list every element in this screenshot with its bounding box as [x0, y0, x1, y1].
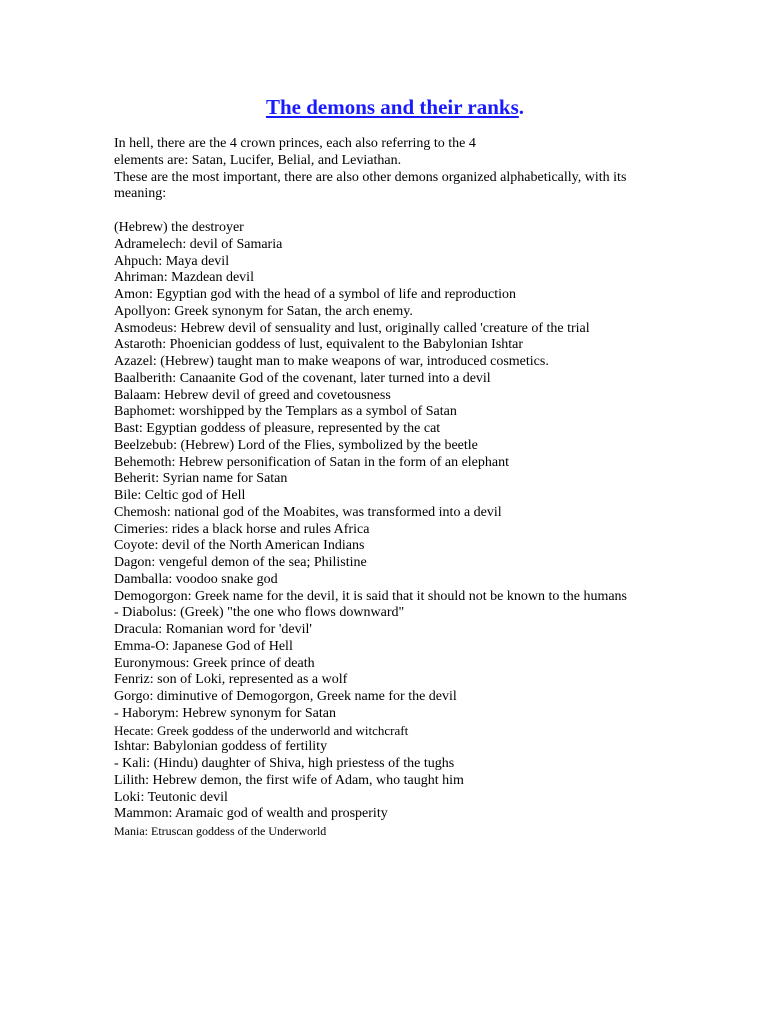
- intro-line-1: In hell, there are the 4 crown princes, each also referring to the 4: [114, 136, 476, 151]
- list-item: Cimeries: rides a black horse and rules Africa: [114, 521, 370, 537]
- title-suffix: .: [518, 95, 525, 119]
- list-item: Astaroth: Phoenician goddess of lust, equivalent to the Babylonian Ishtar: [114, 337, 524, 353]
- list-item: - Diabolus: (Greek) "the one who flows downward": [114, 605, 405, 621]
- list-item: Bile: Celtic god of Hell: [114, 488, 246, 503]
- list-item: Asmodeus: Hebrew devil of sensuality and lust, originally called 'creature of the trial: [114, 320, 590, 336]
- title-link[interactable]: The demons and their ranks: [265, 95, 519, 119]
- list-item: Beelzebub: (Hebrew) Lord of the Flies, symbolized by the beetle: [114, 437, 478, 453]
- list-item: - Haborym: Hebrew synonym for Satan: [114, 705, 337, 721]
- list-item: Baphomet: worshipped by the Templars as a symbol of Satan: [114, 404, 457, 420]
- intro-line-3: These are the most important, there are also other demons organized alphabetically, with its meaning:: [114, 169, 627, 202]
- list-item: Damballa: voodoo snake god: [114, 571, 278, 587]
- list-item: Hecate: Greek goddess of the underworld and witchcraft: [114, 722, 409, 738]
- list-item: Beherit: Syrian name for Satan: [114, 471, 288, 487]
- list-item: Adramelech: devil of Samaria: [114, 236, 283, 252]
- list-item: - Kali: (Hindu) daughter of Shiva, high priestess of the tughs: [114, 756, 455, 771]
- list-item: Ahriman: Mazdean devil: [114, 270, 254, 286]
- list-item: Ishtar: Babylonian goddess of fertility: [114, 739, 328, 755]
- list-item: Lilith: Hebrew demon, the first wife of Adam, who taught him: [114, 772, 464, 788]
- list-item: Dagon: vengeful demon of the sea; Philistine: [114, 555, 367, 570]
- demon-list: [114, 220, 634, 840]
- list-item: Coyote: devil of the North American Indians: [114, 538, 365, 554]
- list-item: Balaam: Hebrew devil of greed and covetousness: [114, 387, 391, 403]
- list-item: Euronymous: Greek prince of death: [114, 655, 315, 671]
- list-item: Mania: Etruscan goddess of the Underworld: [114, 824, 327, 838]
- list-item: Azazel: (Hebrew) taught man to make weapons of war, introduced cosmetics.: [114, 354, 549, 369]
- list-item: (Hebrew) the destroyer: [114, 220, 244, 235]
- intro-paragraph: [114, 136, 634, 203]
- list-item: Baalberith: Canaanite God of the covenant, later turned into a devil: [114, 370, 491, 386]
- intro-line-2: elements are: Satan, Lucifer, Belial, and Leviathan.: [114, 152, 402, 168]
- list-item: Emma-O: Japanese God of Hell: [114, 638, 293, 654]
- list-item: Ahpuch: Maya devil: [114, 253, 230, 269]
- list-item: Behemoth: Hebrew personification of Satan in the form of an elephant: [114, 454, 509, 470]
- list-item: Bast: Egyptian goddess of pleasure, represented by the cat: [114, 421, 441, 436]
- list-item: Loki: Teutonic devil: [114, 789, 228, 805]
- list-item: Mammon: Aramaic god of wealth and prosperity: [114, 806, 388, 822]
- page-title: [0, 93, 768, 121]
- list-item: Amon: Egyptian god with the head of a symbol of life and reproduction: [114, 287, 517, 302]
- list-item: Demogorgon: Greek name for the devil, it is said that it should not be known to the humans: [114, 588, 627, 604]
- list-item: Chemosh: national god of the Moabites, was transformed into a devil: [114, 504, 502, 520]
- list-item: Dracula: Romanian word for 'devil': [114, 622, 312, 637]
- list-item: Apollyon: Greek synonym for Satan, the arch enemy.: [114, 303, 413, 319]
- list-item: Fenriz: son of Loki, represented as a wolf: [114, 672, 348, 688]
- list-item: Gorgo: diminutive of Demogorgon, Greek name for the devil: [114, 689, 457, 704]
